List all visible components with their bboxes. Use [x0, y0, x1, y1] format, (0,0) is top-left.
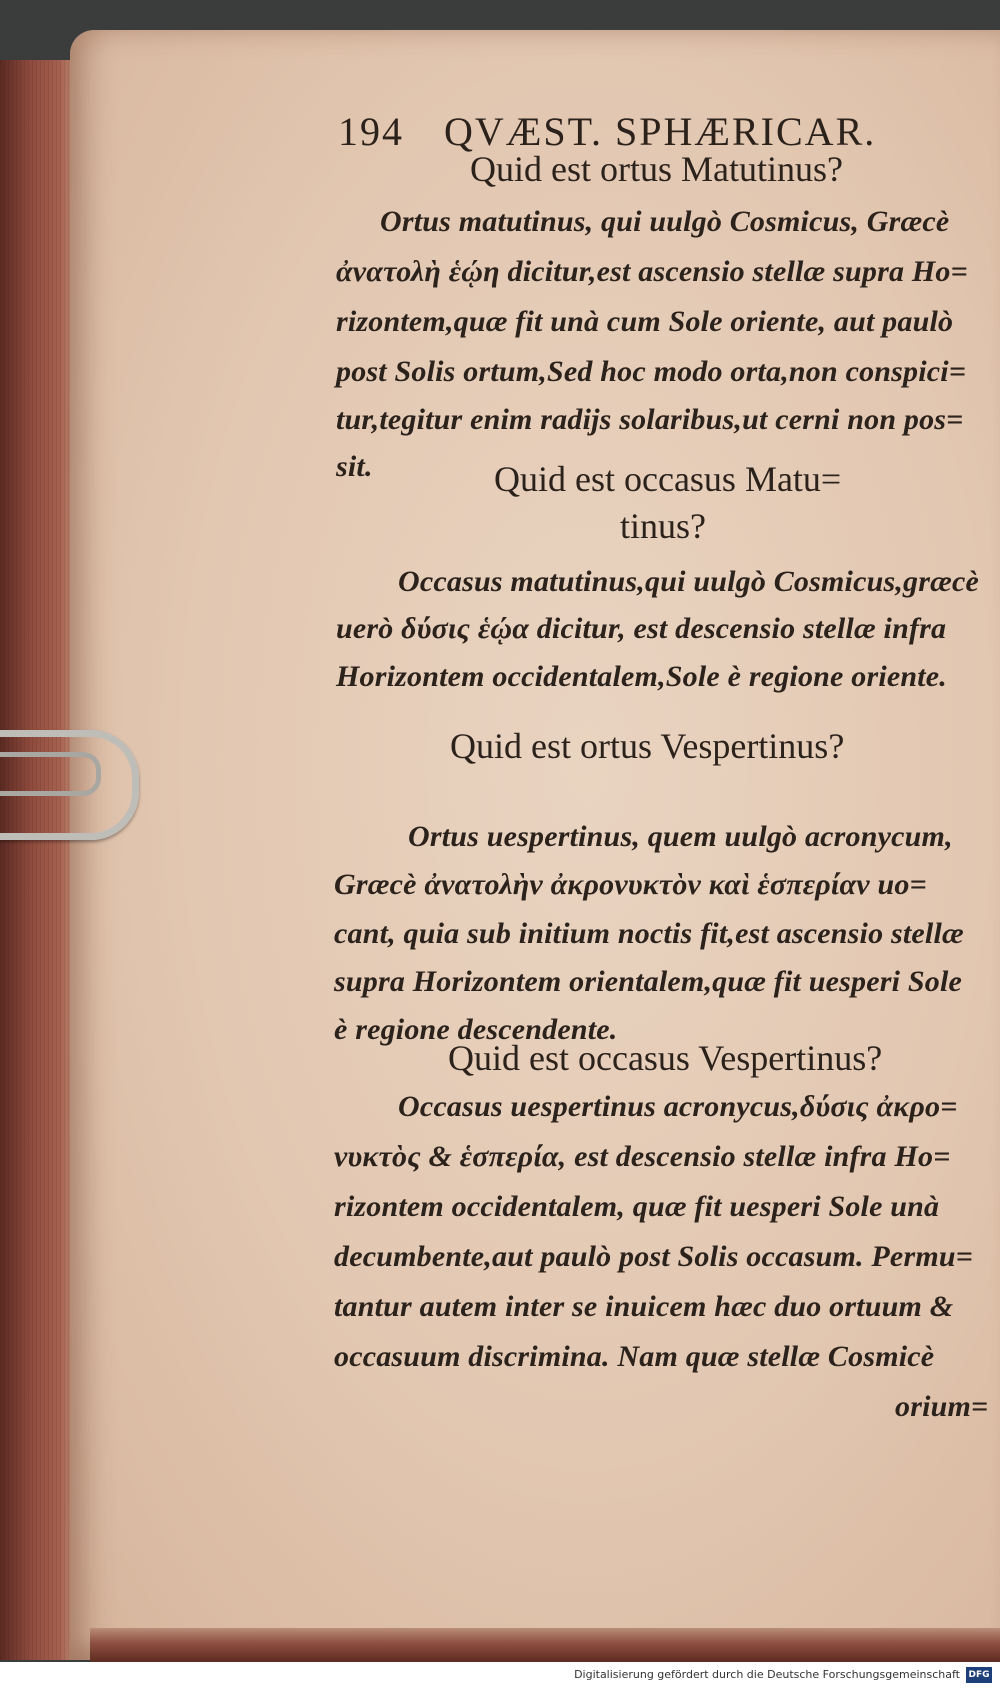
- text-line: rizontem,quæ fit unà cum Sole oriente, aut paulò: [336, 305, 954, 338]
- section-heading: tinus?: [620, 506, 706, 546]
- text-line: Occasus matutinus,qui uulgò Cosmicus,græcè: [398, 565, 980, 598]
- section-heading: Quid est occasus Matu=: [494, 459, 842, 499]
- section-heading: Quid est occasus Vespertinus?: [448, 1038, 883, 1078]
- section-heading: Quid est ortus Matutinus?: [470, 149, 843, 189]
- dfg-logo-icon: DFG: [966, 1667, 992, 1683]
- text-line: Græcè ἀνατολὴν ἀκρονυκτὸν καὶ ἑσπερίαν uo=: [334, 868, 927, 901]
- paper-clip-inner-icon: [0, 752, 101, 796]
- text-line: rizontem occidentalem, quæ fit uesperi Sole unà: [334, 1190, 940, 1223]
- text-line: uerò δύσις ἑῴα dicitur, est descensio stellæ infra: [336, 612, 947, 645]
- text-line: decumbente,aut paulò post Solis occasum. Permu=: [334, 1240, 974, 1273]
- book-bottom-edge: [90, 1628, 1000, 1662]
- text-line: Ortus matutinus, qui uulgò Cosmicus, Græcè: [380, 205, 950, 238]
- text-line: è regione descendente.: [334, 1013, 618, 1046]
- page-number: 194: [338, 109, 404, 154]
- section-heading: Quid est ortus Vespertinus?: [450, 726, 845, 766]
- text-line: Ortus uespertinus, quem uulgò acronycum,: [408, 820, 953, 853]
- footer-bar: [0, 1662, 1000, 1690]
- text-line: Horizontem occidentalem,Sole è regione oriente.: [336, 660, 948, 693]
- footer-credit: Digitalisierung gefördert durch die Deutsche Forschungsgemeinschaft: [574, 1668, 960, 1681]
- text-line: post Solis ortum,Sed hoc modo orta,non conspici=: [336, 355, 967, 388]
- text-line: sit.: [336, 450, 373, 483]
- running-title: QVÆST. SPHÆRICAR.: [444, 109, 877, 154]
- text-line: occasuum discrimina. Nam quæ stellæ Cosmicè: [334, 1340, 935, 1373]
- text-line: ἀνατολὴ ἑῴη dicitur,est ascensio stellæ supra Ho=: [336, 255, 968, 288]
- text-line: νυκτὸς & ἑσπερία, est descensio stellæ infra Ho=: [334, 1140, 951, 1173]
- text-line: supra Horizontem orientalem,quæ fit uesperi Sole: [334, 965, 962, 998]
- text-line: cant, quia sub initium noctis fit,est ascensio stellæ: [334, 917, 964, 950]
- text-line: Occasus uespertinus acronycus,δύσις ἀκρο=: [398, 1090, 958, 1123]
- text-line: tur,tegitur enim radijs solaribus,ut cerni non pos=: [336, 403, 964, 436]
- text-line: tantur autem inter se inuicem hæc duo ortuum &: [334, 1290, 954, 1323]
- catchword: orium=: [895, 1390, 989, 1423]
